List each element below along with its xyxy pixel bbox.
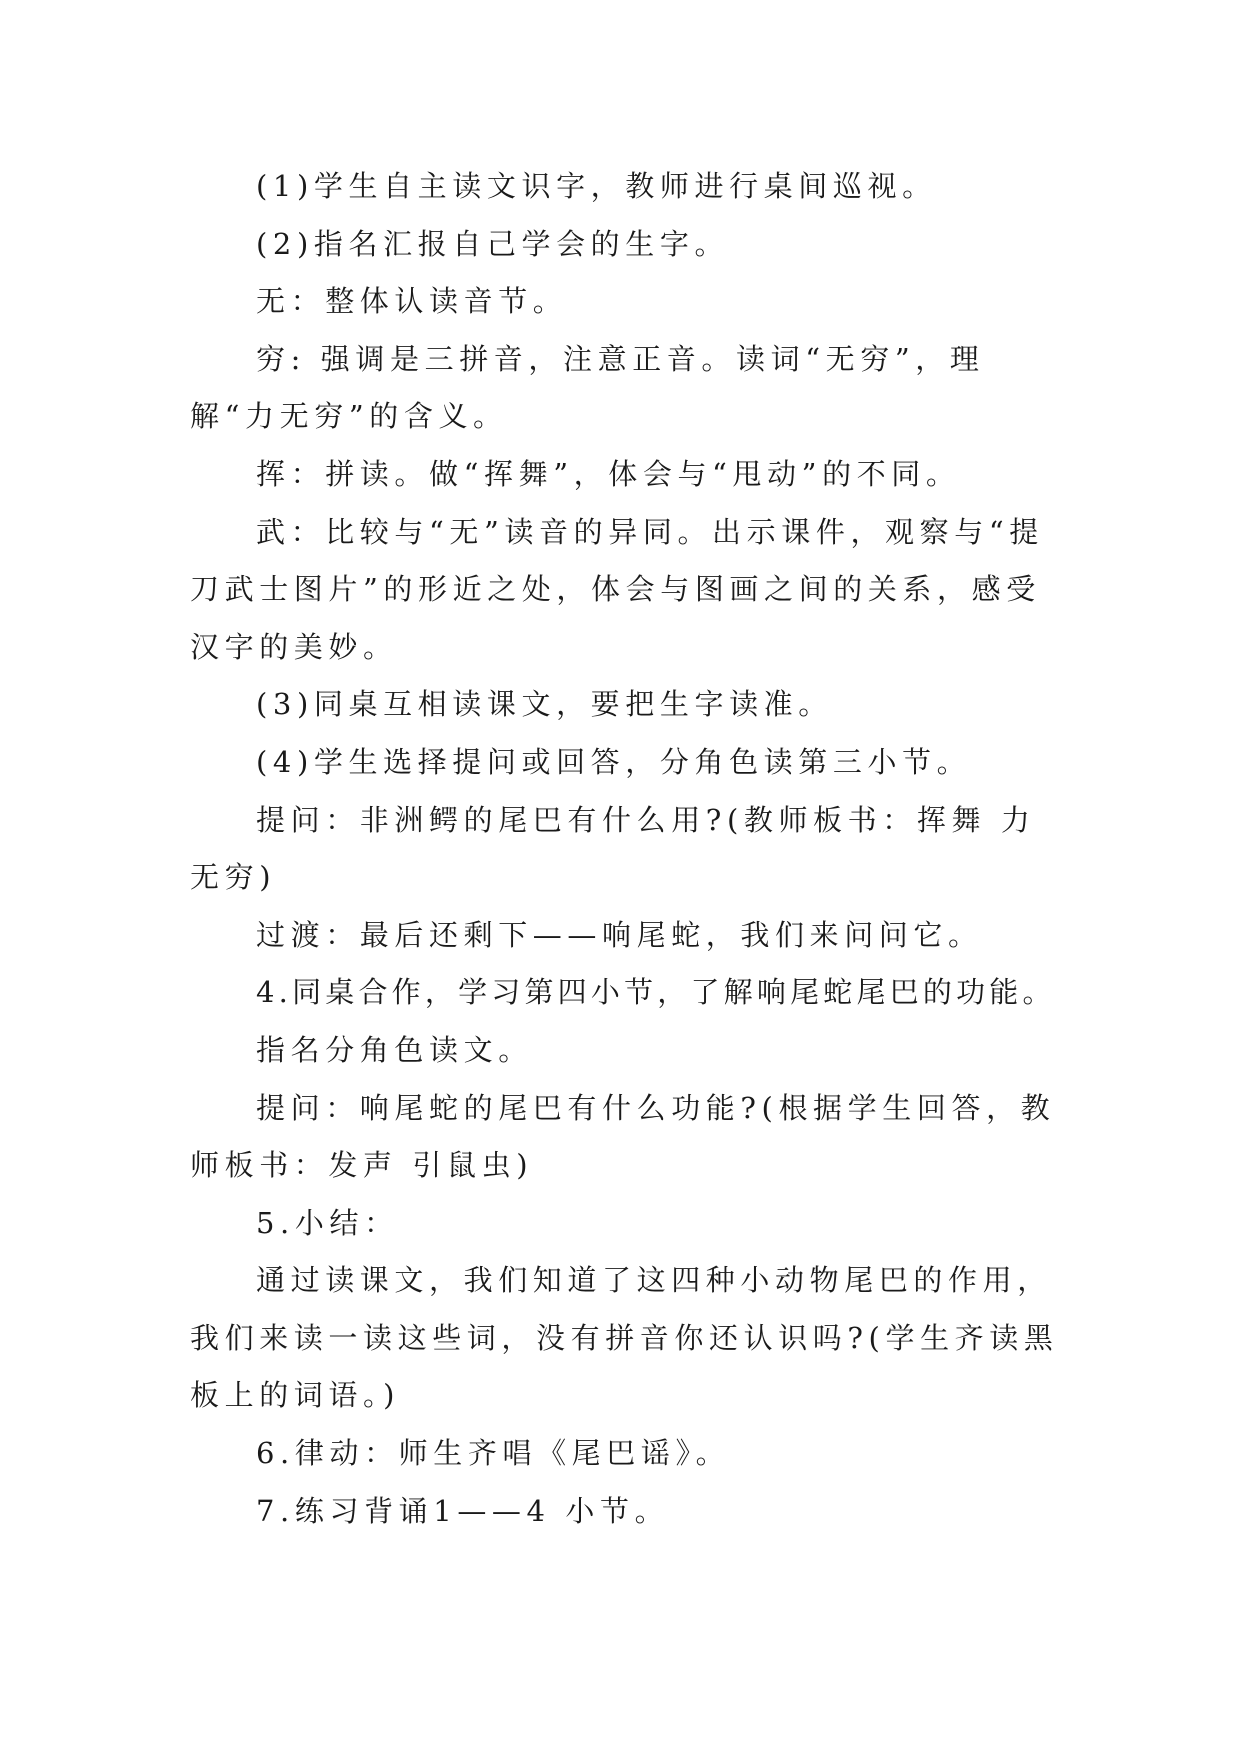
paragraph: 7.练习背诵1——4 小节。 bbox=[256, 1493, 670, 1528]
paragraph: 4.同桌合作，学习第四小节，了解响尾蛇尾巴的功能。 bbox=[256, 975, 1056, 1010]
paragraph: (4)学生选择提问或回答，分角色读第三小节。 bbox=[256, 744, 972, 779]
document-body bbox=[190, 158, 1060, 1540]
paragraph: 提问：非洲鳄的尾巴有什么用?(教师板书：挥舞 力无穷) bbox=[190, 802, 1036, 895]
paragraph: 6.律动：师生齐唱《尾巴谣》。 bbox=[256, 1436, 731, 1471]
paragraph: 无：整体认读音节。 bbox=[256, 284, 568, 319]
paragraph: 提问：响尾蛇的尾巴有什么功能?(根据学生回答，教师板书：发声 引鼠虫) bbox=[190, 1090, 1056, 1183]
paragraph: 过渡：最后还剩下——响尾蛇，我们来问问它。 bbox=[256, 917, 983, 952]
paragraph: 通过读课文，我们知道了这四种小动物尾巴的作用，我们来读一读这些词，没有拼音你还认识吗?(学生齐读黑板上的词语。) bbox=[190, 1263, 1059, 1413]
paragraph: (2)指名汇报自己学会的生字。 bbox=[256, 226, 730, 261]
paragraph: 武：比较与“无”读音的异同。出示课件，观察与“提刀武士图片”的形近之处，体会与图画之间的关系，感受汉字的美妙。 bbox=[190, 514, 1044, 664]
paragraph: 挥：拼读。做“挥舞”，体会与“甩动”的不同。 bbox=[256, 456, 961, 491]
paragraph: (3)同桌互相读课文，要把生字读准。 bbox=[256, 687, 833, 722]
paragraph: (1)学生自主读文识字，教师进行桌间巡视。 bbox=[256, 169, 937, 203]
paragraph: 5.小结： bbox=[256, 1205, 399, 1240]
paragraph: 穷: 强调是三拼音，注意正音。读词“无穷”，理解“力无穷”的含义。 bbox=[190, 341, 985, 434]
paragraph: 指名分角色读文。 bbox=[256, 1032, 533, 1067]
